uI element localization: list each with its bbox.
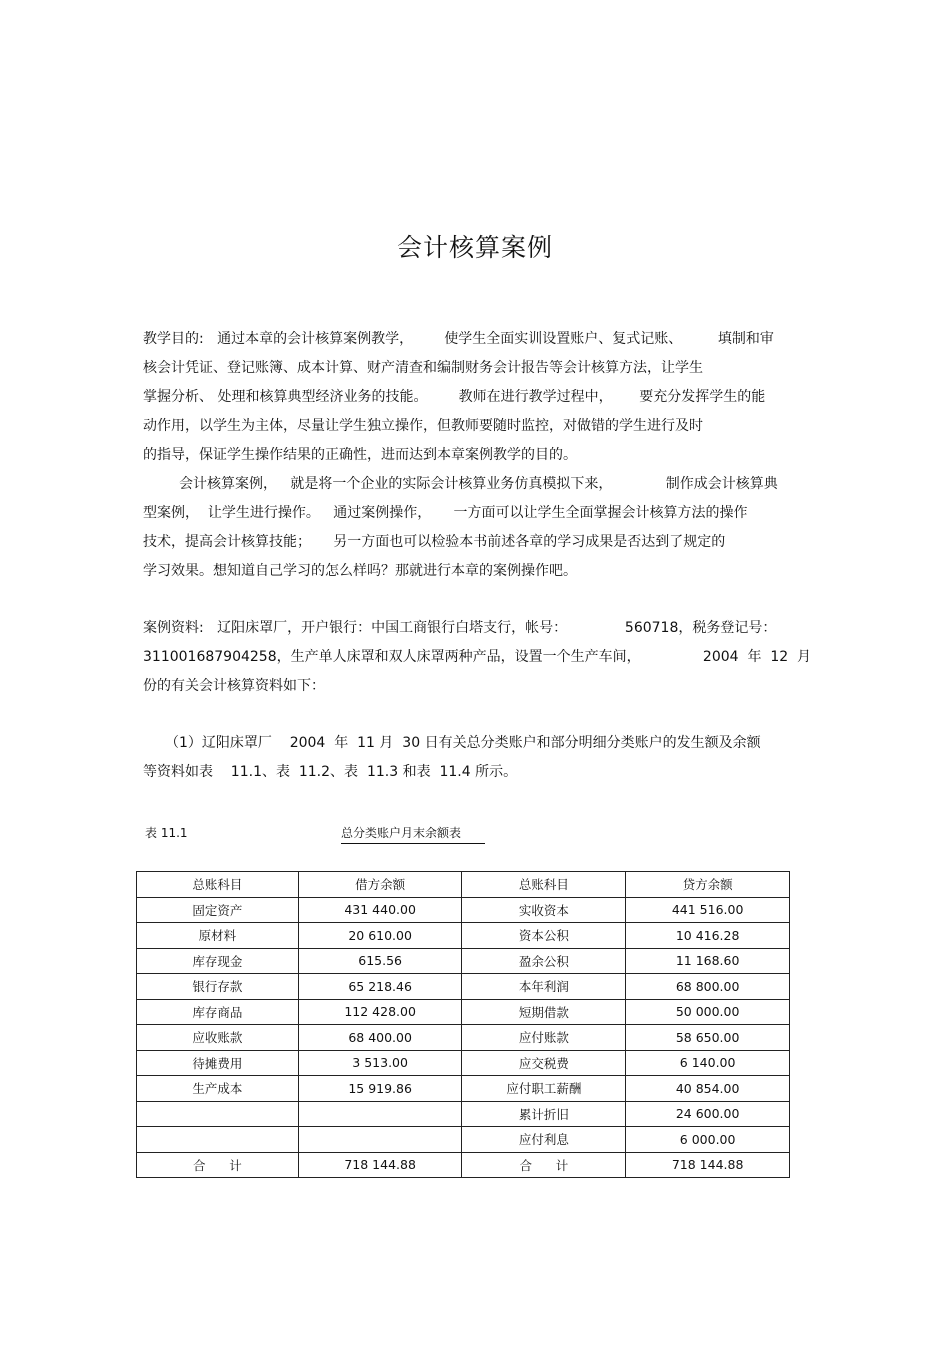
purpose-line: 核会计凭证、登记账簿、成本计算、财产清查和编制财务会计报告等会计核算方法，让学生 [143, 360, 703, 376]
table-cell: 银行存款 [137, 974, 299, 1000]
table-total-row [137, 1152, 790, 1178]
purpose-line: 掌握分析、 处理和核算典型经济业务的技能。 教师在进行教学过程中， 要充分发挥学生的能 [143, 389, 766, 405]
purpose-line: 动作用，以学生为主体，尽量让学生独立操作，但教师要随时监控，对做错的学生进行及时 [143, 418, 703, 434]
table-cell: 应收账款 [137, 1025, 299, 1051]
header-cell: 借方余额 [298, 872, 462, 898]
table-cell: 合 计 [137, 1152, 299, 1178]
table-cell: 累计折旧 [462, 1101, 626, 1127]
table-cell: 431 440.00 [298, 897, 462, 923]
table-cell: 应付账款 [462, 1025, 626, 1051]
balance-table [136, 871, 790, 1178]
table-row [137, 1127, 790, 1153]
table-cell: 合 计 [462, 1152, 626, 1178]
table-cell: 718 144.88 [626, 1152, 790, 1178]
table-cell: 应交税费 [462, 1050, 626, 1076]
header-cell: 贷方余额 [626, 872, 790, 898]
table-cell [137, 1127, 299, 1153]
teaching-purpose-section [143, 325, 823, 586]
table-cell: 112 428.00 [298, 999, 462, 1025]
table-row [137, 1101, 790, 1127]
purpose-line: 学习效果。想知道自己学习的怎么样吗？那就进行本章的案例操作吧。 [143, 563, 577, 579]
page-title: 会计核算案例 [396, 233, 553, 262]
purpose-line: 型案例， 让学生进行操作。 通过案例操作， 一方面可以让学生全面掌握会计核算方法的操作 [143, 505, 748, 521]
table-cell: 6 140.00 [626, 1050, 790, 1076]
table-cell: 本年利润 [462, 974, 626, 1000]
header-cell: 总账科目 [137, 872, 299, 898]
table-cell: 应付职工薪酬 [462, 1076, 626, 1102]
table-row [137, 923, 790, 949]
table-cell: 资本公积 [462, 923, 626, 949]
table-cell: 生产成本 [137, 1076, 299, 1102]
purpose-line: 的指导，保证学生操作结果的正确性，进而达到本章案例教学的目的。 [143, 447, 577, 463]
item-line: 等资料如表 11.1、表 11.2、表 11.3 和表 11.4 所示。 [143, 764, 518, 780]
table-cell: 50 000.00 [626, 999, 790, 1025]
table-row [137, 1050, 790, 1076]
table-header-row [137, 872, 790, 898]
table-cell: 24 600.00 [626, 1101, 790, 1127]
table-cell: 10 416.28 [626, 923, 790, 949]
table-cell: 固定资产 [137, 897, 299, 923]
case-line: 份的有关会计核算资料如下： [143, 678, 325, 694]
table-cell: 15 919.86 [298, 1076, 462, 1102]
table-row [137, 974, 790, 1000]
table-cell: 短期借款 [462, 999, 626, 1025]
item-line: （1）辽阳床罩厂 2004 年 11 月 30 日有关总分类账户和部分明细分类账户的发生额及余额 [165, 735, 761, 751]
table-row [137, 897, 790, 923]
table-cell: 应付利息 [462, 1127, 626, 1153]
table-row [137, 1076, 790, 1102]
table-row [137, 948, 790, 974]
table-cell: 20 610.00 [298, 923, 462, 949]
table-cell: 441 516.00 [626, 897, 790, 923]
table-cell: 实收资本 [462, 897, 626, 923]
table-cell: 68 800.00 [626, 974, 790, 1000]
purpose-line: 技术，提高会计核算技能； 另一方面也可以检验本书前述各章的学习成果是否达到了规定的 [143, 534, 726, 550]
table-cell: 原材料 [137, 923, 299, 949]
table-row [137, 999, 790, 1025]
case-data-section [143, 614, 823, 701]
table-cell: 库存现金 [137, 948, 299, 974]
case-line: 案例资料: 辽阳床罩厂，开户银行：中国工商银行白塔支行，帐号： 560718，税务登记号： [143, 620, 777, 636]
table-cell: 3 513.00 [298, 1050, 462, 1076]
table-cell: 68 400.00 [298, 1025, 462, 1051]
table-cell: 11 168.60 [626, 948, 790, 974]
item-section [143, 729, 823, 787]
table-cell: 718 144.88 [298, 1152, 462, 1178]
table-label: 表 11.1 [145, 826, 188, 840]
table-cell: 615.56 [298, 948, 462, 974]
purpose-line: 教学目的: 通过本章的会计核算案例教学， 使学生全面实训设置账户、复式记账、 填制和审 [143, 331, 774, 347]
table-cell: 6 000.00 [626, 1127, 790, 1153]
header-cell: 总账科目 [462, 872, 626, 898]
case-line: 311001687904258，生产单人床罩和双人床罩两种产品，设置一个生产车间， 2004 年 12 月 [143, 649, 812, 665]
table-title: 总分类账户月末余额表 [341, 824, 485, 844]
table-cell [298, 1101, 462, 1127]
table-cell [137, 1101, 299, 1127]
table-cell: 库存商品 [137, 999, 299, 1025]
table-row [137, 1025, 790, 1051]
table-cell: 65 218.46 [298, 974, 462, 1000]
table-cell [298, 1127, 462, 1153]
table-cell: 待摊费用 [137, 1050, 299, 1076]
table-cell: 盈余公积 [462, 948, 626, 974]
purpose-line: 会计核算案例， 就是将一个企业的实际会计核算业务仿真模拟下来， 制作成会计核算典 [179, 476, 778, 492]
table-cell: 58 650.00 [626, 1025, 790, 1051]
table-cell: 40 854.00 [626, 1076, 790, 1102]
